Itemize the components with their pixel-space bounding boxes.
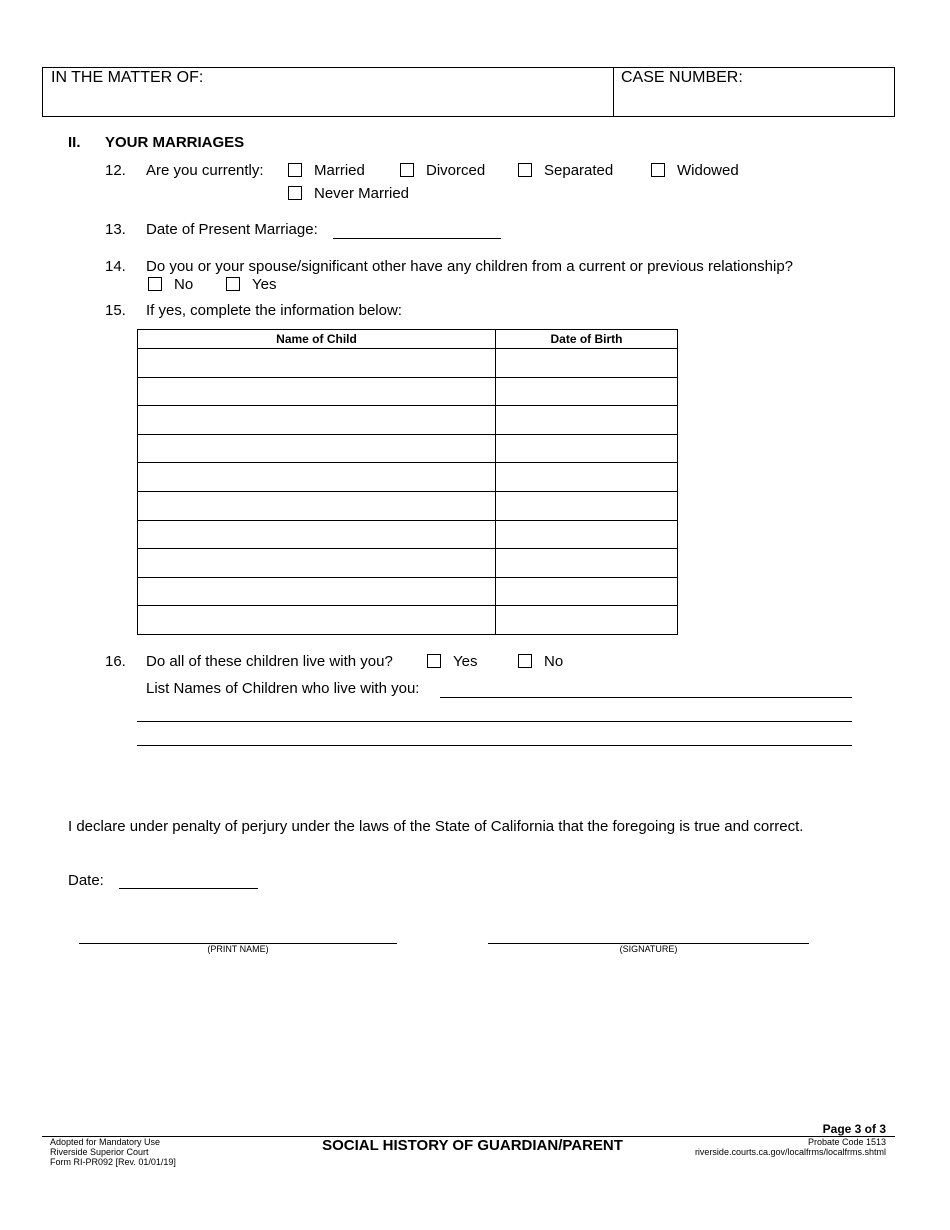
child-name-cell[interactable] xyxy=(138,406,496,435)
list-children-label: List Names of Children who live with you: xyxy=(146,680,420,697)
checkbox-live-no[interactable] xyxy=(518,654,532,668)
q15-number: 15. xyxy=(105,302,126,319)
q16-number: 16. xyxy=(105,653,126,670)
checkbox-married[interactable] xyxy=(288,163,302,177)
table-row xyxy=(138,491,678,520)
child-name-cell[interactable] xyxy=(138,349,496,378)
footer-left xyxy=(50,1137,176,1167)
option-live-no[interactable]: No xyxy=(518,653,563,670)
date-label: Date: xyxy=(68,872,104,889)
section-numeral: II. xyxy=(68,134,81,151)
children-list-line-1[interactable] xyxy=(440,697,852,698)
probate-code: Probate Code 1513 xyxy=(807,1137,886,1147)
checkbox-live-yes[interactable] xyxy=(427,654,441,668)
date-field[interactable] xyxy=(119,888,258,889)
footer-right xyxy=(640,1137,886,1157)
table-row xyxy=(138,577,678,606)
table-row xyxy=(138,434,678,463)
caption-divider xyxy=(613,68,614,116)
form-title: SOCIAL HISTORY OF GUARDIAN/PARENT xyxy=(322,1137,623,1154)
option-divorced[interactable]: Divorced xyxy=(400,162,485,179)
table-row xyxy=(138,549,678,578)
q12-number: 12. xyxy=(105,162,126,179)
children-table xyxy=(137,329,678,635)
option-never-married[interactable]: Never Married xyxy=(288,185,409,202)
q13-number: 13. xyxy=(105,221,126,238)
q14-number: 14. xyxy=(105,258,126,275)
child-name-cell[interactable] xyxy=(138,606,496,635)
table-row xyxy=(138,377,678,406)
child-dob-cell[interactable] xyxy=(496,491,678,520)
table-row xyxy=(138,463,678,492)
child-name-cell[interactable] xyxy=(138,377,496,406)
option-separated[interactable]: Separated xyxy=(518,162,613,179)
signature-label: (SIGNATURE) xyxy=(619,944,678,954)
child-dob-cell[interactable] xyxy=(496,463,678,492)
child-dob-cell[interactable] xyxy=(496,377,678,406)
checkbox-never-married[interactable] xyxy=(288,186,302,200)
perjury-declaration: I declare under penalty of perjury under the laws of the State of California that the foregoing is true and correct. xyxy=(68,818,804,835)
page-number: Page 3 of 3 xyxy=(822,1122,886,1136)
option-widowed[interactable]: Widowed xyxy=(651,162,739,179)
form-number: Form RI-PR092 [Rev. 01/01/19] xyxy=(50,1157,176,1167)
option-children-yes[interactable]: Yes xyxy=(226,276,276,293)
matter-label: IN THE MATTER OF: xyxy=(51,69,204,86)
option-married[interactable]: Married xyxy=(288,162,365,179)
children-list-line-3[interactable] xyxy=(137,745,852,746)
adopted-text: Adopted for Mandatory Use xyxy=(50,1137,161,1147)
section-title: YOUR MARRIAGES xyxy=(105,134,245,151)
child-dob-cell[interactable] xyxy=(496,606,678,635)
child-dob-cell[interactable] xyxy=(496,520,678,549)
case-number-label: CASE NUMBER: xyxy=(621,69,743,86)
child-name-cell[interactable] xyxy=(138,434,496,463)
caption-box xyxy=(42,67,895,117)
court-url: riverside.courts.ca.gov/localfrms/localfrms.shtml xyxy=(694,1147,886,1157)
option-children-no[interactable]: No xyxy=(148,276,193,293)
child-name-cell[interactable] xyxy=(138,549,496,578)
child-dob-cell[interactable] xyxy=(496,549,678,578)
court-text: Riverside Superior Court xyxy=(50,1147,149,1157)
marriage-date-field[interactable] xyxy=(333,238,501,239)
column-header-name: Name of Child xyxy=(138,330,496,349)
checkbox-children-no[interactable] xyxy=(148,277,162,291)
table-row xyxy=(138,520,678,549)
checkbox-divorced[interactable] xyxy=(400,163,414,177)
child-dob-cell[interactable] xyxy=(496,349,678,378)
child-name-cell[interactable] xyxy=(138,577,496,606)
q16-label: Do all of these children live with you? xyxy=(146,653,393,670)
child-dob-cell[interactable] xyxy=(496,577,678,606)
table-row xyxy=(138,406,678,435)
q15-label: If yes, complete the information below: xyxy=(146,302,402,319)
child-name-cell[interactable] xyxy=(138,463,496,492)
option-live-yes[interactable]: Yes xyxy=(427,653,477,670)
child-dob-cell[interactable] xyxy=(496,434,678,463)
checkbox-children-yes[interactable] xyxy=(226,277,240,291)
table-row xyxy=(138,606,678,635)
checkbox-separated[interactable] xyxy=(518,163,532,177)
checkbox-widowed[interactable] xyxy=(651,163,665,177)
children-list-line-2[interactable] xyxy=(137,721,852,722)
q13-label: Date of Present Marriage: xyxy=(146,221,318,238)
q12-label: Are you currently: xyxy=(146,162,264,179)
print-name-label: (PRINT NAME) xyxy=(207,944,269,954)
column-header-dob: Date of Birth xyxy=(496,330,678,349)
q14-label: Do you or your spouse/significant other have any children from a current or previous relationship? xyxy=(146,258,794,275)
child-name-cell[interactable] xyxy=(138,520,496,549)
table-row xyxy=(138,349,678,378)
child-name-cell[interactable] xyxy=(138,491,496,520)
child-dob-cell[interactable] xyxy=(496,406,678,435)
